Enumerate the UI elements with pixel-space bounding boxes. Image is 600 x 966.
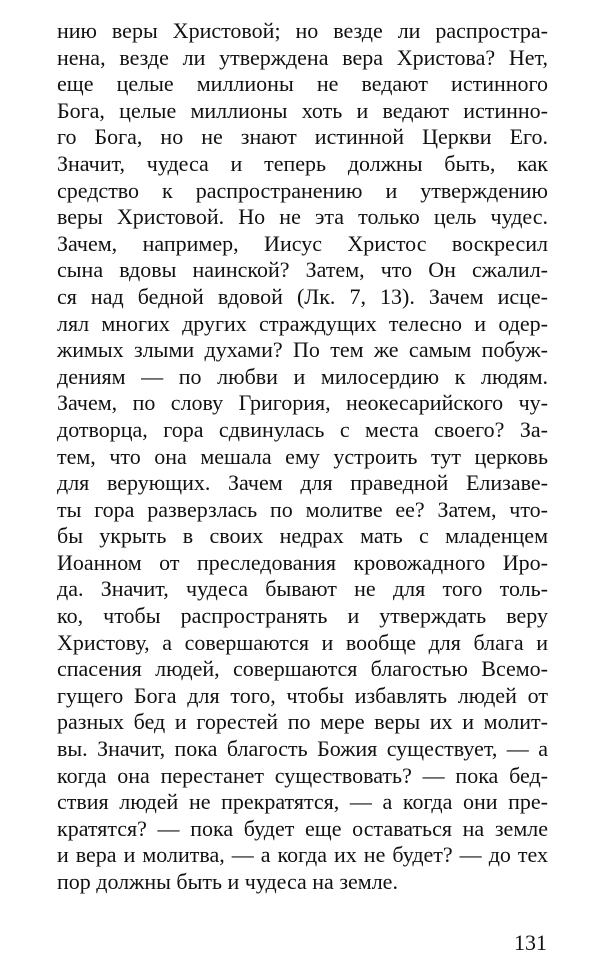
text-line: лял многих других страждущих телесно и одер- (57, 310, 548, 336)
body-text (57, 18, 548, 896)
text-line: Значит, чудеса и теперь должны быть, как (57, 150, 548, 176)
text-line: Зачем, например, Иисус Христос воскресил (57, 230, 548, 256)
text-line: ты гора разверзлась по молитве ее? Затем, что- (57, 496, 548, 522)
text-line: дотворца, гора сдвинулась с места своего? За- (57, 416, 548, 442)
text-line: разных бед и горестей по мере веры их и молит- (57, 709, 548, 735)
text-line: нена, везде ли утверждена вера Христова? Нет, (57, 44, 548, 70)
text-line: Зачем, по слову Григория, неокесарийского чу- (57, 390, 548, 416)
text-line: ствия людей не прекратятся, — а когда они пре- (57, 789, 548, 815)
page-number: 131 (514, 930, 547, 955)
text-line: вы. Значит, пока благость Божия существует, — а (57, 736, 548, 762)
text-line: кратятся? — пока будет еще оставаться на земле (57, 815, 548, 841)
text-line: Иоанном от преследования кровожадного Иро- (57, 549, 548, 575)
text-line: когда она перестанет существовать? — пока бед- (57, 762, 548, 788)
text-line: ся над бедной вдовой (Лк. 7, 13). Зачем исце- (57, 283, 548, 309)
text-line: Бога, целые миллионы хоть и ведают истинно- (57, 97, 548, 123)
text-line: пор должны быть и чудеса на земле. (57, 869, 398, 894)
text-line: дениям — по любви и милосердию к людям. (57, 363, 548, 389)
text-line: го Бога, но не знают истинной Церкви Его. (57, 124, 548, 150)
text-line: еще целые миллионы не ведают истинного (57, 71, 548, 97)
text-line: средство к распространению и утверждению (57, 177, 548, 203)
text-line: бы укрыть в своих недрах мать с младенцем (57, 523, 548, 549)
text-line: нию веры Христовой; но везде ли распростра- (57, 18, 548, 43)
text-line: сына вдовы наинской? Затем, что Он сжалил- (57, 257, 548, 283)
text-line: и вера и молитва, — а когда их не будет? — до тех (57, 842, 548, 868)
text-line: гущего Бога для того, чтобы избавлять людей от (57, 682, 548, 708)
text-line: для верующих. Зачем для праведной Елизаве- (57, 470, 548, 496)
text-line: да. Значит, чудеса бывают не для того толь- (57, 576, 548, 602)
text-line: Христову, а совершаются и вообще для блага и (57, 629, 548, 655)
text-line: спасения людей, совершаются благостью Всемо- (57, 656, 548, 682)
text-line: ко, чтобы распространять и утверждать веру (57, 603, 548, 629)
text-line: тем, что она мешала ему устроить тут церковь (57, 443, 548, 469)
text-line: веры Христовой. Но не эта только цель чудес. (57, 204, 548, 230)
text-line: жимых злыми духами? По тем же самым побуж- (57, 337, 548, 363)
